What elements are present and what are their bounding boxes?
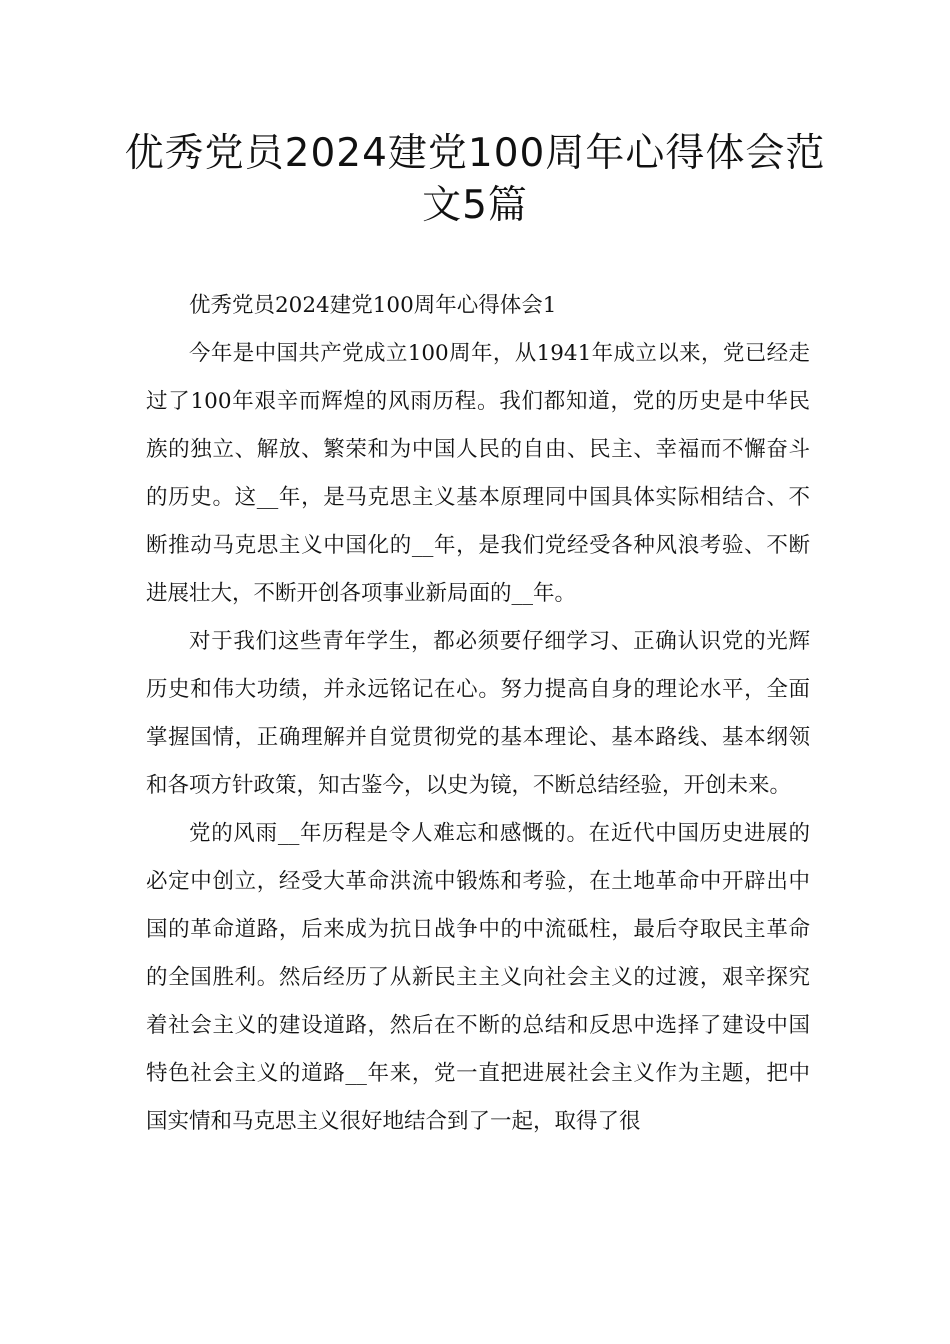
document-title: 优秀党员2024建党100周年心得体会范文5篇 — [124, 131, 826, 228]
paragraph-3: 党的风雨__年历程是令人难忘和感慨的。在近代中国历史进展的必定中创立，经受大革命洪流中锻炼和考验，在土地革命中开辟出中国的革命道路，后来成为抗日战争中的中流砥柱，最后夺取民主革命的全国胜利。然后经历了从新民主主义向社会主义的过渡，艰辛探究着社会主义的建设道路，然后在不断的总结和反思中选择了建设中国特色社会主义的道路__年来，党一直把进展社会主义作为主题，把中国实情和马克思主义很好地结合到了一起，取得了很 — [146, 821, 810, 1134]
paragraph-2: 对于我们这些青年学生，都必须要仔细学习、正确认识党的光辉历史和伟大功绩，并永远铭记在心。努力提高自身的理论水平，全面掌握国情，正确理解并自觉贯彻党的基本理论、基本路线、基本纲领和各项方针政策，知古鉴今，以史为镜，不断总结经验，开创未来。 — [146, 629, 810, 798]
section-heading: 优秀党员2024建党100周年心得体会1 — [189, 293, 557, 318]
paragraph-1: 今年是中国共产党成立100周年，从1941年成立以来，党已经走过了100年艰辛而辉煌的风雨历程。我们都知道，党的历史是中华民族的独立、解放、繁荣和为中国人民的自由、民主、幸福而不懈奋斗的历史。这__年，是马克思主义基本原理同中国具体实际相结合、不断推动马克思主义中国化的__年，是我们党经受各种风浪考验、不断进展壮大，不断开创各项事业新局面的__年。 — [146, 341, 810, 606]
document-body — [146, 282, 810, 1146]
